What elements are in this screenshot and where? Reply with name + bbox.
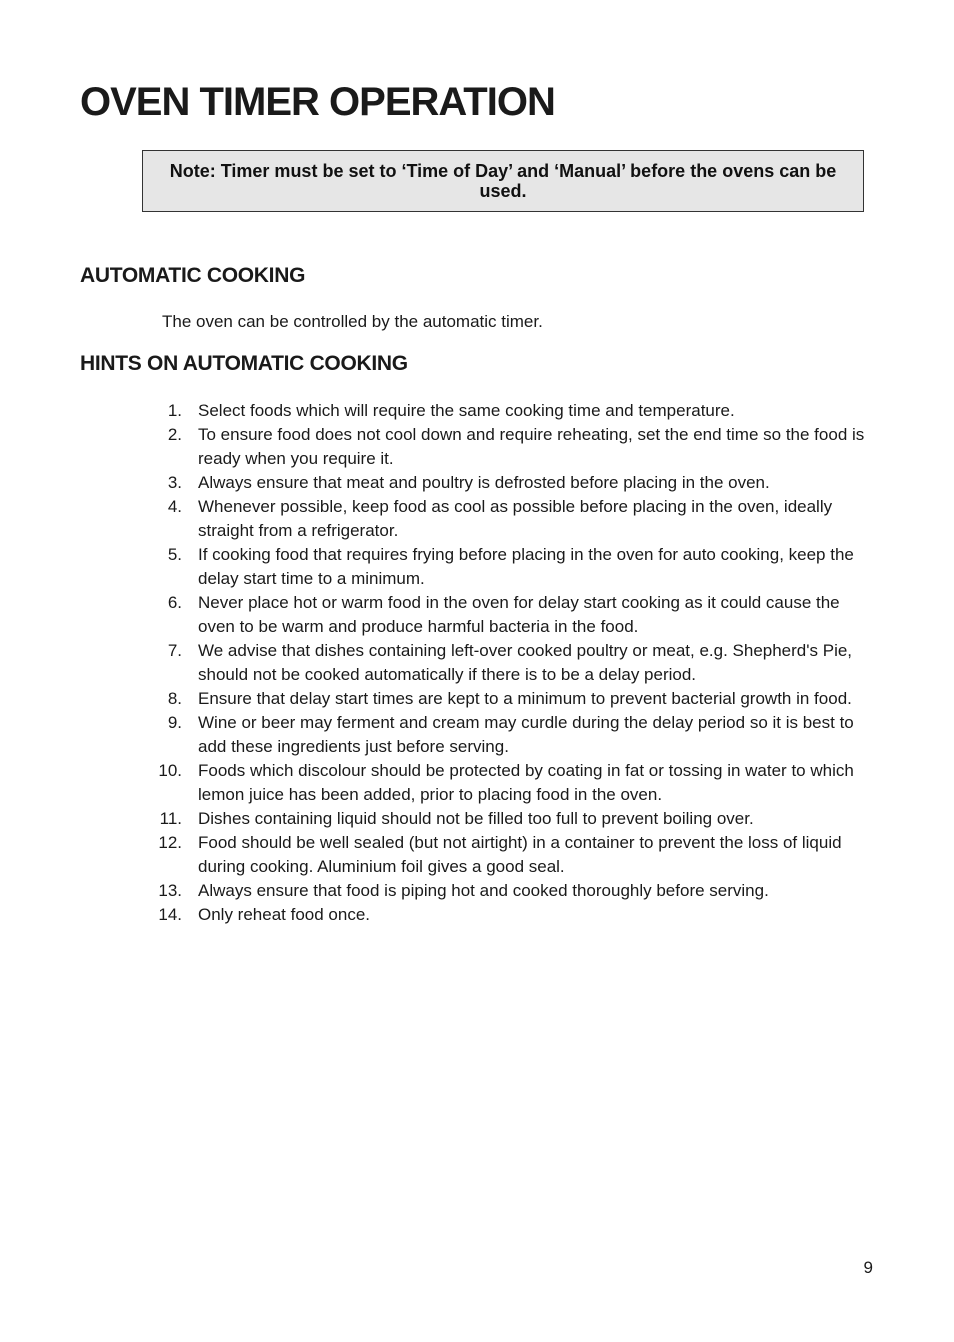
hint-number: 10. (158, 761, 182, 780)
hint-item-4 (150, 495, 878, 543)
note-text: Note: Timer must be set to ‘Time of Day’ and ‘Manual’ before the ovens can be used. (169, 161, 837, 201)
hint-item-5 (150, 543, 878, 591)
hints-list (150, 399, 878, 927)
hint-text: Food should be well sealed (but not airtight) in a container to prevent the loss of liquid during cooking. Aluminium foil gives a good seal. (198, 833, 842, 876)
hint-number: 1. (167, 401, 182, 420)
page-number: 9 (863, 1258, 873, 1277)
hint-text: Ensure that delay start times are kept to a minimum to prevent bacterial growth in food. (198, 689, 852, 708)
hint-text: Only reheat food once. (198, 905, 371, 924)
hint-item-12 (150, 831, 878, 879)
hint-number: 8. (167, 689, 182, 708)
automatic-cooking-heading: AUTOMATIC COOKING (80, 264, 306, 287)
hint-number: 13. (158, 881, 182, 900)
hint-item-2 (150, 423, 878, 471)
hint-number: 14. (158, 905, 182, 924)
hint-number: 5. (167, 545, 182, 564)
note-box (142, 150, 864, 212)
hint-number: 3. (167, 473, 182, 492)
hint-item-1 (150, 399, 878, 423)
hint-text: Always ensure that meat and poultry is defrosted before placing in the oven. (198, 473, 770, 492)
hint-item-9 (150, 711, 878, 759)
hint-text: To ensure food does not cool down and require reheating, set the end time so the food is ready when you require it. (198, 425, 865, 468)
hint-number: 2. (167, 425, 182, 444)
page-title: OVEN TIMER OPERATION (80, 80, 555, 124)
hint-text: Select foods which will require the same cooking time and temperature. (198, 401, 735, 420)
hint-item-3 (150, 471, 878, 495)
hint-number: 11. (159, 809, 182, 828)
hint-text: Never place hot or warm food in the oven for delay start cooking as it could cause the oven to be warm and produce harmful bacteria in the food. (198, 593, 840, 636)
hint-number: 9. (167, 713, 182, 732)
hint-text: Dishes containing liquid should not be filled too full to prevent boiling over. (198, 809, 754, 828)
hint-item-8 (150, 687, 878, 711)
hint-text: Always ensure that food is piping hot and cooked thoroughly before serving. (198, 881, 769, 900)
hint-item-6 (150, 591, 878, 639)
hint-item-7 (150, 639, 878, 687)
automatic-cooking-text: The oven can be controlled by the automatic timer. (162, 312, 543, 331)
hint-text: Foods which discolour should be protected by coating in fat or tossing in water to which lemon juice has been added, prior to placing food in the oven. (198, 761, 854, 804)
hint-number: 7. (167, 641, 182, 660)
hint-number: 12. (158, 833, 182, 852)
hint-item-13 (150, 879, 878, 903)
hint-text: We advise that dishes containing left-over cooked poultry or meat, e.g. Shepherd's Pie, should not be cooked automatically if there is to be a delay period. (198, 641, 853, 684)
hint-item-14 (150, 903, 878, 927)
hint-number: 6. (167, 593, 182, 612)
hint-item-10 (150, 759, 878, 807)
hint-text: If cooking food that requires frying before placing in the oven for auto cooking, keep the delay start time to a minimum. (198, 545, 854, 588)
hints-heading: HINTS ON AUTOMATIC COOKING (80, 352, 408, 375)
hint-number: 4. (167, 497, 182, 516)
hint-text: Wine or beer may ferment and cream may curdle during the delay period so it is best to add these ingredients just before serving. (198, 713, 854, 756)
hint-text: Whenever possible, keep food as cool as possible before placing in the oven, ideally straight from a refrigerator. (198, 497, 833, 540)
hint-item-11 (150, 807, 878, 831)
